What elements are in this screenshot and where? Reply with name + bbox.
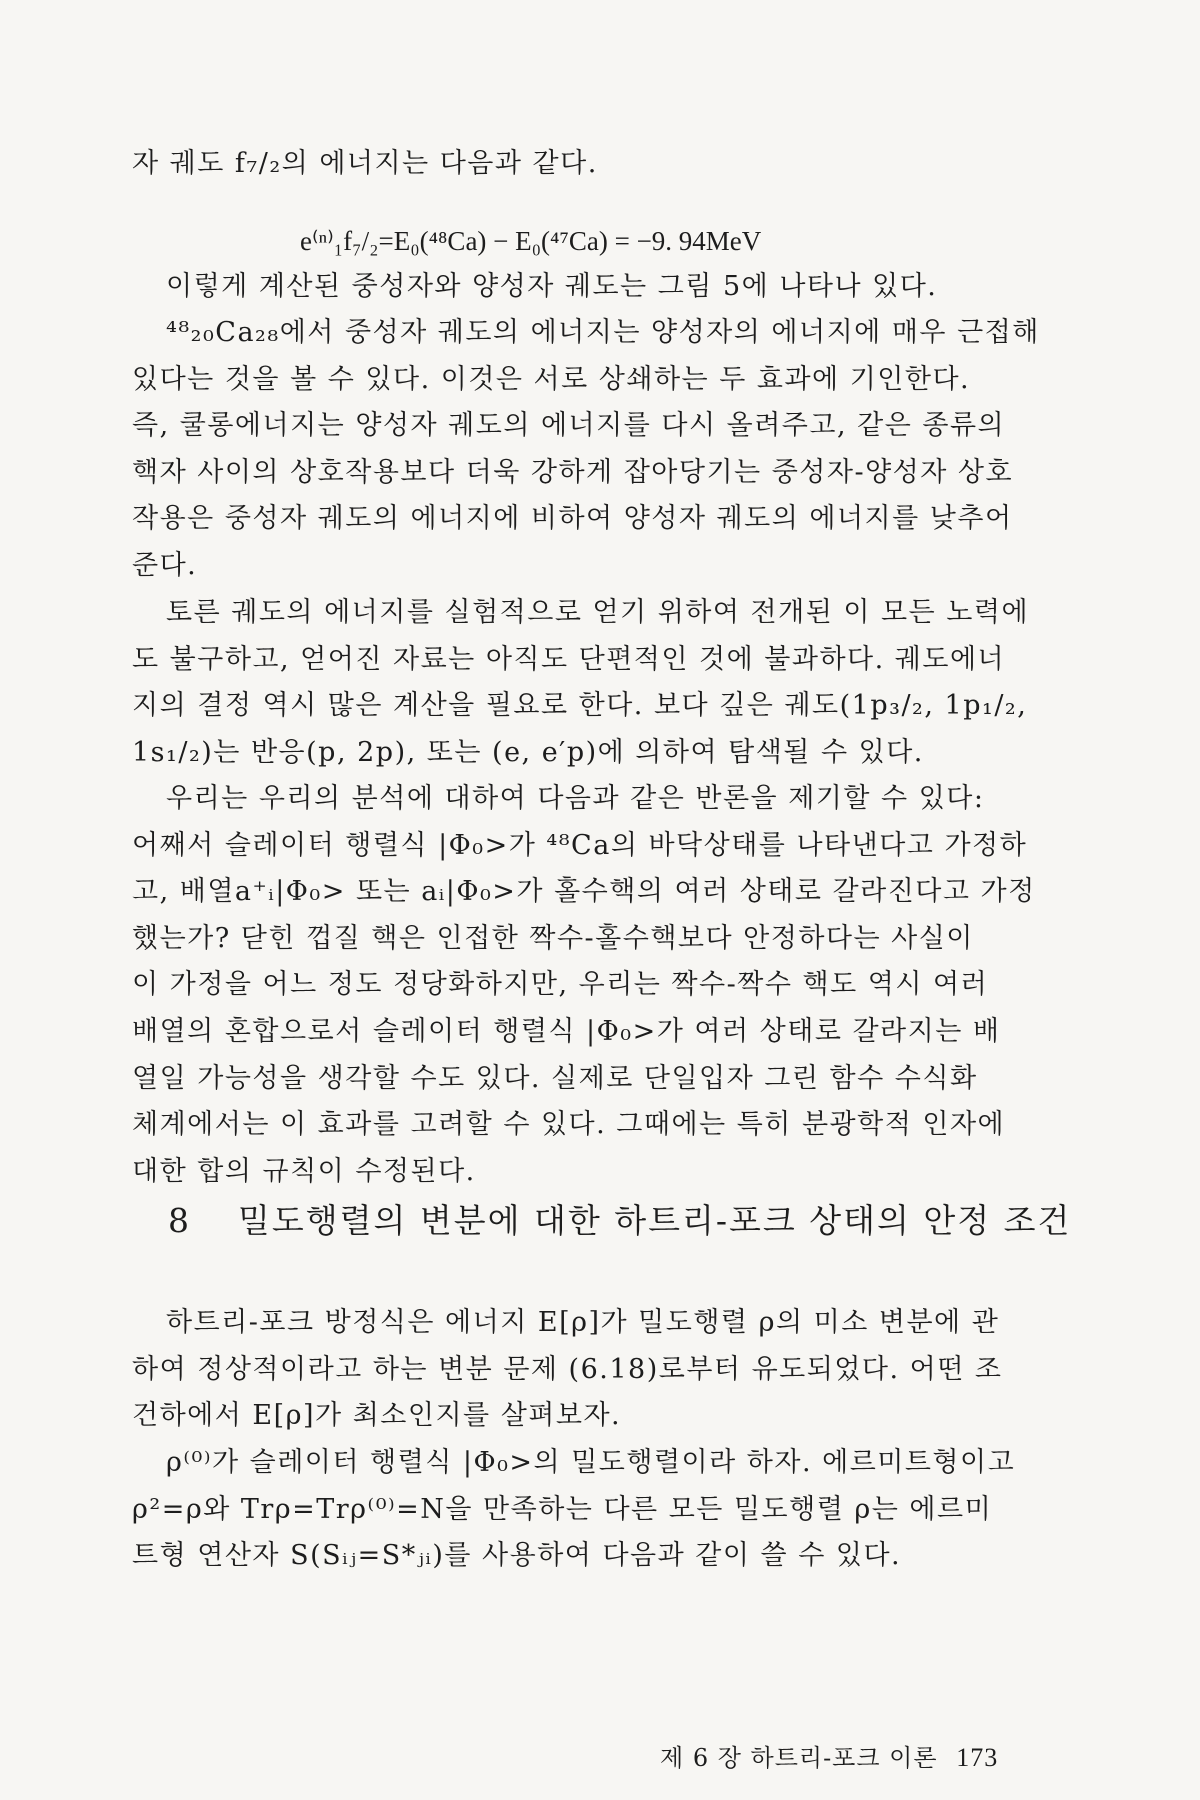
text-line: 있다는 것을 볼 수 있다. 이것은 서로 상쇄하는 두 효과에 기인한다. xyxy=(132,363,971,395)
text-line: 도 불구하고, 얻어진 자료는 아직도 단편적인 것에 불과하다. 궤도에너 xyxy=(132,643,1006,675)
text-line: 했는가? 닫힌 껍질 핵은 인접한 짝수-홀수핵보다 안정하다는 사실이 xyxy=(132,922,974,954)
page-number: 173 xyxy=(956,1743,999,1772)
paragraph-1 xyxy=(132,264,1012,311)
chapter-title: 제 6 장 하트리-포크 이론 xyxy=(660,1744,938,1772)
text-line: 지의 결정 역시 많은 계산을 필요로 한다. 보다 깊은 궤도(1p₃/₂, 1p₁/₂, xyxy=(132,690,1028,722)
paragraph-2 xyxy=(132,310,1040,590)
paragraph-6 xyxy=(132,1440,1016,1580)
text-line: 트형 연산자 S(Sᵢⱼ=S*ⱼᵢ)를 사용하여 다음과 같이 쓸 수 있다. xyxy=(132,1540,902,1572)
text-line: 핵자 사이의 상호작용보다 더욱 강하게 잡아당기는 중성자-양성자 상호 xyxy=(132,456,1014,488)
text-line: 토른 궤도의 에너지를 실험적으로 얻기 위하여 전개된 이 모든 노력에 xyxy=(166,597,1030,628)
section-heading xyxy=(168,1195,1072,1242)
paragraph-top xyxy=(132,141,1012,188)
paragraph-4 xyxy=(132,776,1036,1195)
text-line: 이렇게 계산된 중성자와 양성자 궤도는 그림 5에 나타나 있다. xyxy=(166,271,938,302)
text-line: ρ⁽⁰⁾가 슬레이터 행렬식 |Φ₀>의 밀도행렬이라 하자. 에르미트형이고 xyxy=(166,1447,1016,1478)
text-line: 체계에서는 이 효과를 고려할 수 있다. 그때에는 특히 분광학적 인자에 xyxy=(132,1109,1006,1141)
paragraph-3 xyxy=(132,590,1030,776)
running-footer xyxy=(660,1738,1020,1773)
equation-orbital-energy: e⁽ⁿ⁾₁f₇/₂=E₀(⁴⁸Ca) − E₀(⁴⁷Ca) = −9. 94MeV xyxy=(300,226,762,256)
text-line: 작용은 중성자 궤도의 에너지에 비하여 양성자 궤도의 에너지를 낮추어 xyxy=(132,503,1013,535)
text-line: 이 가정을 어느 정도 정당화하지만, 우리는 짝수-짝수 핵도 역시 여러 xyxy=(132,969,989,1001)
section-number: 8 xyxy=(168,1201,191,1240)
text-line: 배열의 혼합으로서 슬레이터 행렬식 |Φ₀>가 여러 상태로 갈라지는 배 xyxy=(132,1015,1001,1047)
text-line: 하트리-포크 방정식은 에너지 E[ρ]가 밀도행렬 ρ의 미소 변분에 관 xyxy=(166,1307,1000,1338)
text-line: 준다. xyxy=(132,549,198,581)
text-line: 열일 가능성을 생각할 수도 있다. 실제로 단일입자 그린 함수 수식화 xyxy=(132,1062,978,1094)
text-line: 건하에서 E[ρ]가 최소인지를 살펴보자. xyxy=(132,1400,622,1432)
text-line: ⁴⁸₂₀Ca₂₈에서 중성자 궤도의 에너지는 양성자의 에너지에 매우 근접해 xyxy=(166,317,1040,348)
text-line: 어째서 슬레이터 행렬식 |Φ₀>가 ⁴⁸Ca의 바닥상태를 나타낸다고 가정하 xyxy=(132,829,1028,861)
text-line: 자 궤도 f₇/₂의 에너지는 다음과 같다. xyxy=(132,148,598,179)
text-line: 하여 정상적이라고 하는 변분 문제 (6.18)로부터 유도되었다. 어떤 조 xyxy=(132,1353,1003,1385)
text-line: 우리는 우리의 분석에 대하여 다음과 같은 반론을 제기할 수 있다: xyxy=(166,783,985,814)
text-line: 1s₁/₂)는 반응(p, 2p), 또는 (e, e′p)에 의하여 탐색될 수 있다. xyxy=(132,736,924,768)
text-line: 대한 합의 규칙이 수정된다. xyxy=(132,1155,476,1187)
text-line: 즉, 쿨롱에너지는 양성자 궤도의 에너지를 다시 올려주고, 같은 종류의 xyxy=(132,410,1006,442)
text-line: ρ²=ρ와 Trρ=Trρ⁽⁰⁾=N을 만족하는 다른 모든 밀도행렬 ρ는 에르미 xyxy=(132,1493,993,1525)
section-title: 밀도행렬의 변분에 대한 하트리-포크 상태의 안정 조건 xyxy=(238,1201,1072,1240)
text-line: 고, 배열a⁺ᵢ|Φ₀> 또는 aᵢ|Φ₀>가 홀수핵의 여러 상태로 갈라진다고 가정 xyxy=(132,876,1036,908)
paragraph-5 xyxy=(132,1300,1012,1440)
